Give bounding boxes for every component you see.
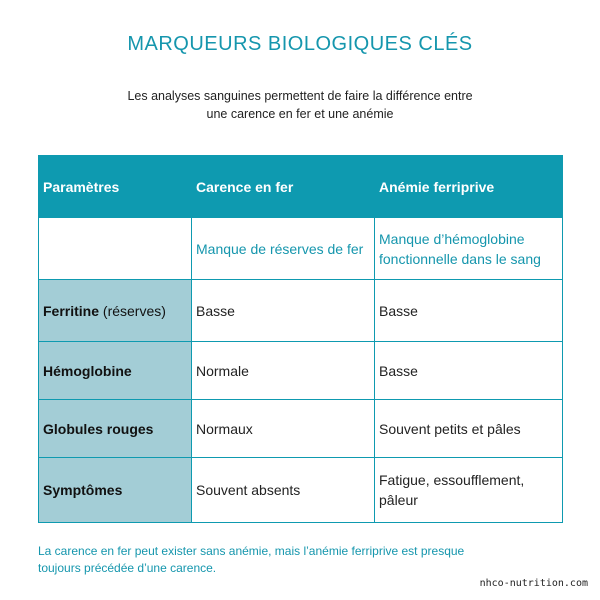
column-header-parametres: Paramètres xyxy=(39,156,192,218)
markers-table xyxy=(38,155,563,523)
param-cell: Hémoglobine xyxy=(39,342,192,400)
table-row-ferritine xyxy=(39,280,563,342)
subtitle-line-2: une carence en fer et une anémie xyxy=(206,107,394,121)
page-subtitle xyxy=(80,87,520,123)
column-header-carence: Carence en fer xyxy=(192,156,375,218)
column-header-anemie: Anémie ferriprive xyxy=(375,156,563,218)
page-title: MARQUEURS BIOLOGIQUES CLÉS xyxy=(127,33,473,55)
value-carence: Basse xyxy=(192,280,375,342)
source-url: nhco-nutrition.com xyxy=(479,578,588,589)
footnote-line-1: La carence en fer peut exister sans anémie, mais l’anémie ferriprive est presque xyxy=(38,544,465,558)
param-label: Ferritine xyxy=(43,302,100,319)
param-note: (réserves) xyxy=(99,302,166,319)
param-cell: Symptômes xyxy=(39,458,192,523)
subtitle-line-1: Les analyses sanguines permettent de faire la différence entre xyxy=(127,89,473,103)
table-row-hemoglobine xyxy=(39,342,563,400)
description-anemie: Manque d’hémoglobine fonctionnelle dans le sang xyxy=(375,218,563,280)
description-row xyxy=(39,218,563,280)
value-carence: Souvent absents xyxy=(192,458,375,523)
value-anemie: Basse xyxy=(375,342,563,400)
table-row-globules-rouges xyxy=(39,400,563,458)
description-carence: Manque de réserves de fer xyxy=(192,218,375,280)
table-header-row xyxy=(39,156,563,218)
table-row-symptomes xyxy=(39,458,563,523)
empty-cell xyxy=(39,218,192,280)
footnote xyxy=(38,543,562,577)
param-cell xyxy=(39,280,192,342)
footnote-line-2: toujours précédée d’une carence. xyxy=(38,561,217,575)
value-anemie: Souvent petits et pâles xyxy=(375,400,563,458)
param-cell: Globules rouges xyxy=(39,400,192,458)
value-anemie: Fatigue, essoufflement, pâleur xyxy=(375,458,563,523)
value-carence: Normaux xyxy=(192,400,375,458)
value-anemie: Basse xyxy=(375,280,563,342)
value-carence: Normale xyxy=(192,342,375,400)
